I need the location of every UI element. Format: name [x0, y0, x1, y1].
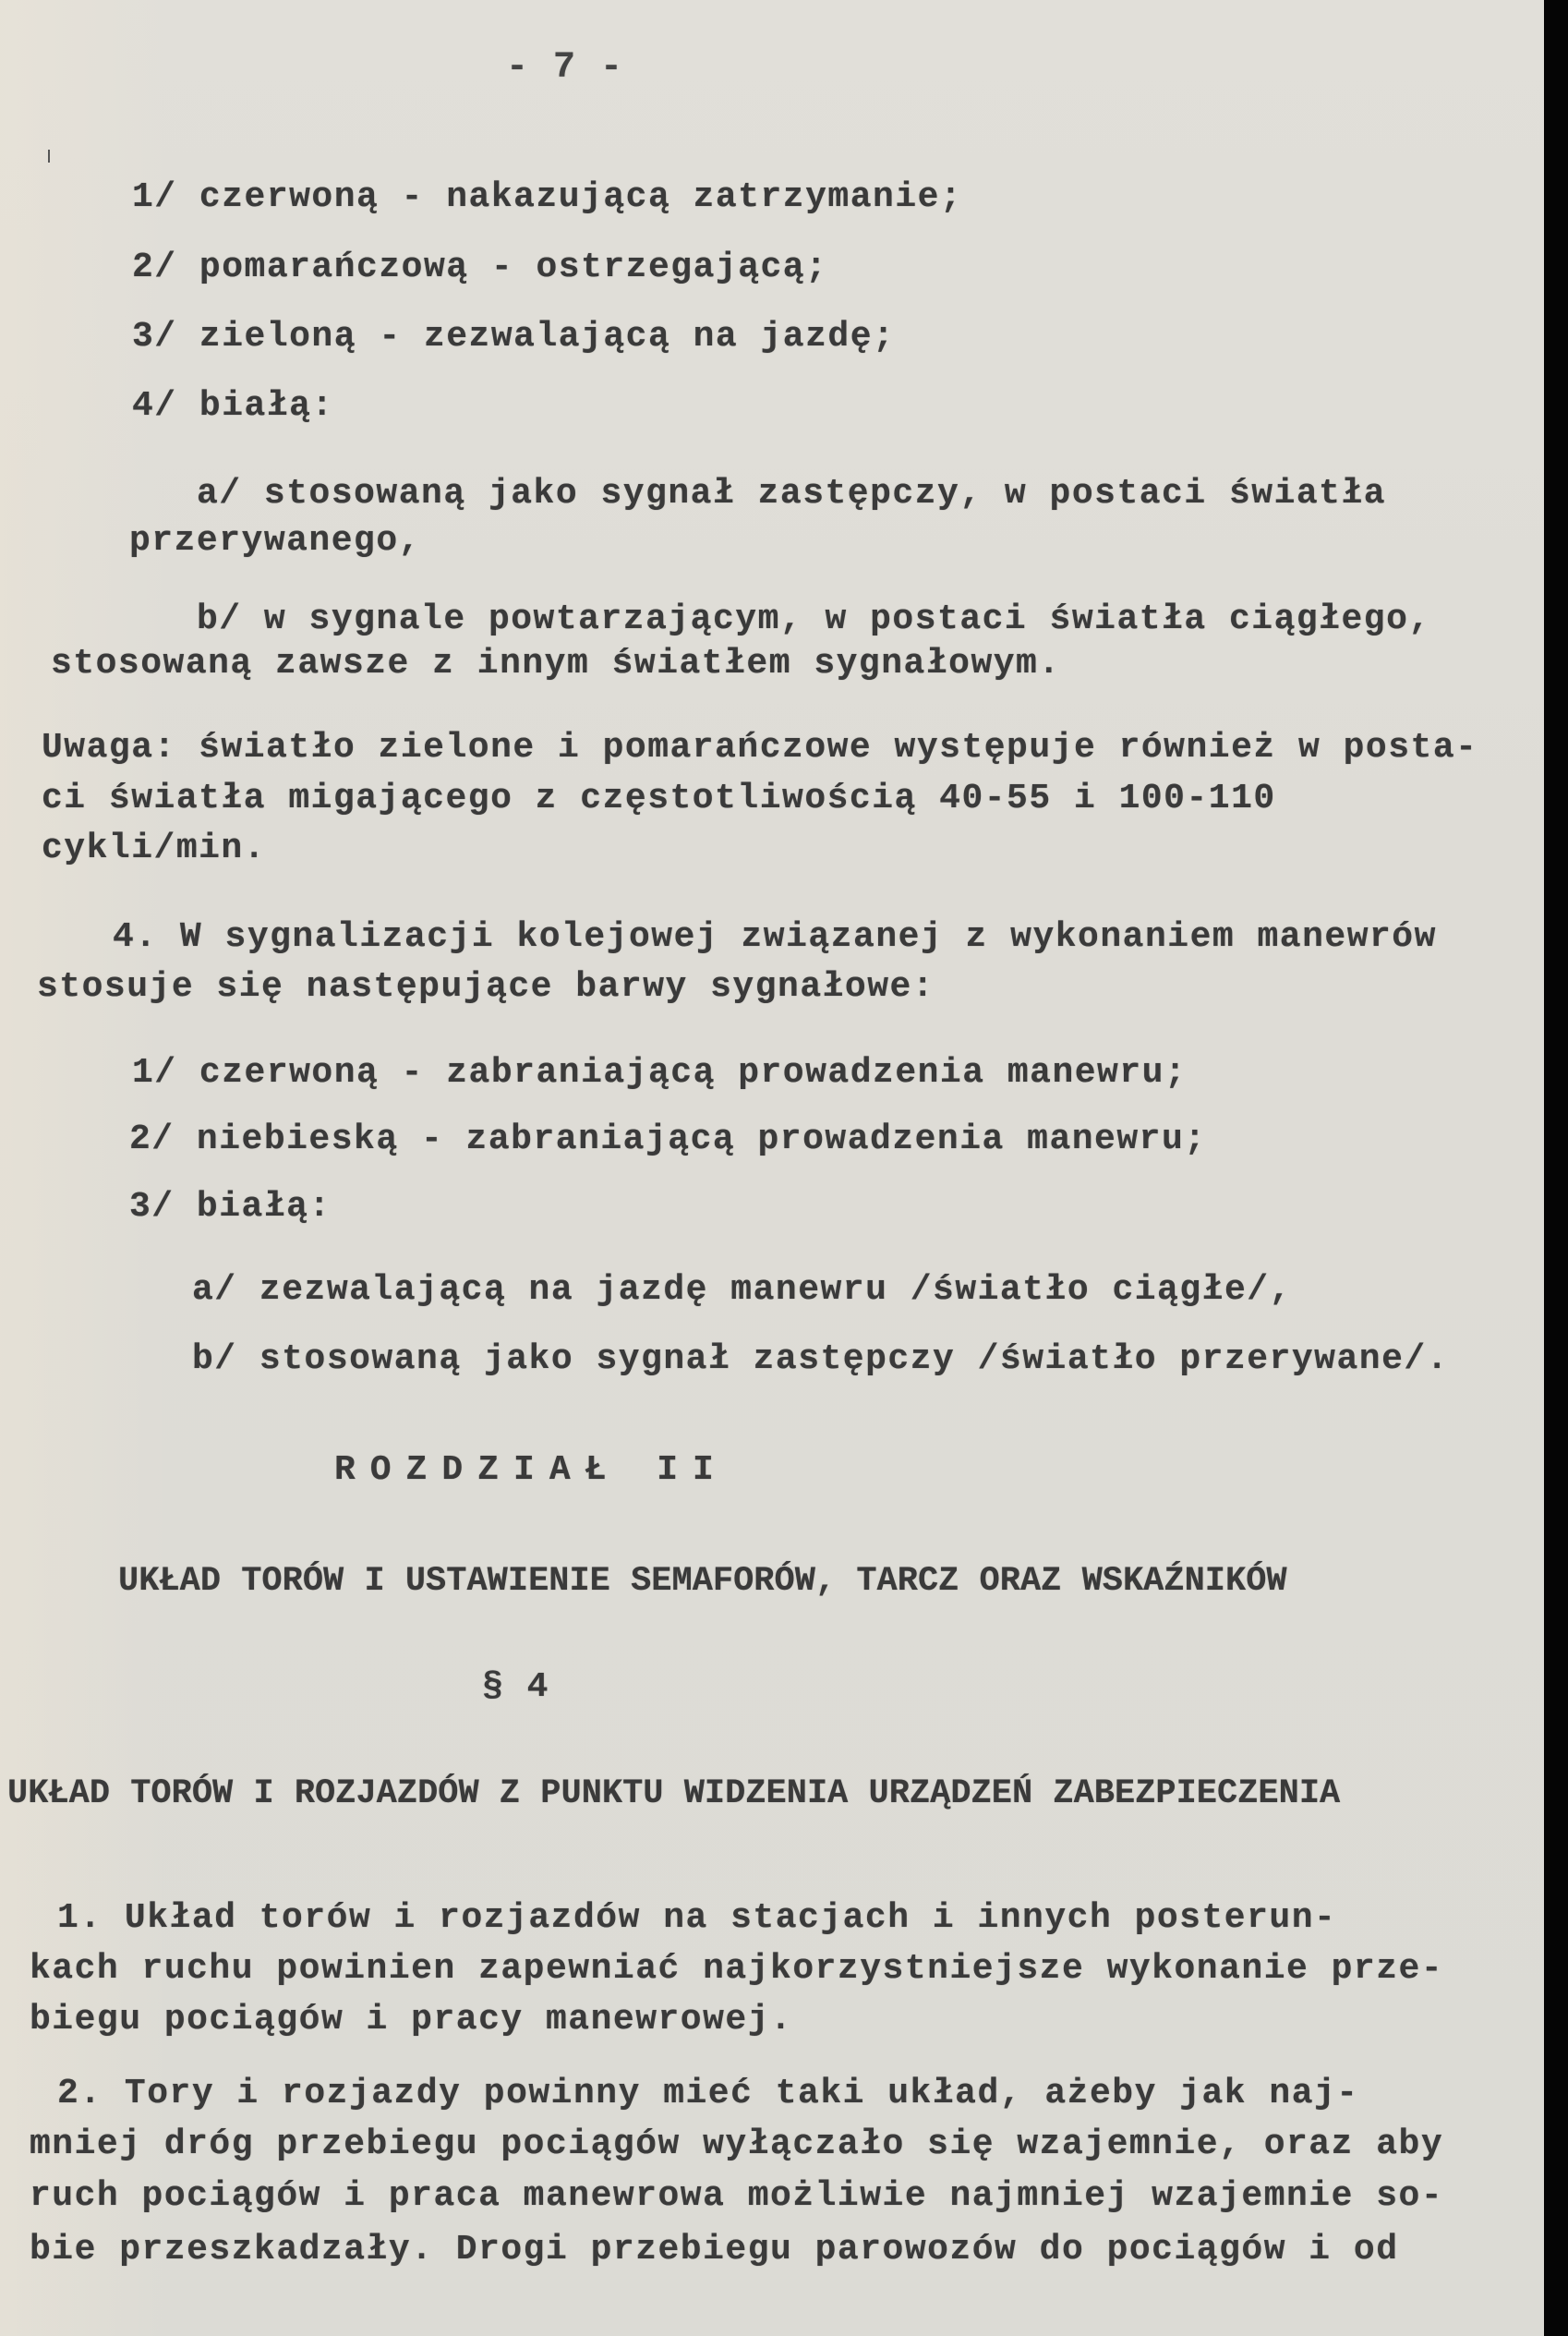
- paragraph-line: stosuje się następujące barwy sygnałowe:: [37, 967, 935, 1007]
- note-line: Uwaga: światło zielone i pomarańczowe występuje również w posta-: [42, 728, 1478, 768]
- list-item: 1/ czerwoną - zabraniającą prowadzenia manewru;: [132, 1053, 1188, 1093]
- sub-item-a: a/ zezwalającą na jazdę manewru /światło ciągłe/,: [192, 1270, 1292, 1310]
- note-line: ci światła migającego z częstotliwością 40-55 i 100-110: [42, 779, 1276, 818]
- scan-edge: [1544, 0, 1568, 2336]
- paragraph-line: 4. W sygnalizacji kolejowej związanej z wykonaniem manewrów: [113, 917, 1437, 957]
- chapter-title: UKŁAD TORÓW I USTAWIENIE SEMAFORÓW, TARCZ ORAZ WSKAŹNIKÓW: [118, 1562, 1287, 1601]
- stray-mark: [48, 150, 50, 163]
- list-item: 2/ pomarańczową - ostrzegającą;: [132, 248, 828, 287]
- list-item: 4/ białą:: [132, 386, 334, 426]
- paragraph-line: biegu pociągów i pracy manewrowej.: [30, 2000, 793, 2039]
- sub-item-a: a/ stosowaną jako sygnał zastępczy, w postaci światła: [197, 474, 1387, 514]
- paragraph-line: 1. Układ torów i rozjazdów na stacjach i innych posterun-: [57, 1898, 1337, 1938]
- section-label: § 4: [482, 1667, 549, 1707]
- list-item: 3/ białą:: [129, 1187, 332, 1227]
- sub-item-b: b/ stosowaną jako sygnał zastępczy /światło przerywane/.: [192, 1339, 1450, 1379]
- section-title: UKŁAD TORÓW I ROZJAZDÓW Z PUNKTU WIDZENIA URZĄDZEŃ ZABEZPIECZENIA: [7, 1774, 1341, 1813]
- sub-item-a-cont: przerywanego,: [129, 521, 421, 561]
- list-item: 1/ czerwoną - nakazującą zatrzymanie;: [132, 177, 963, 217]
- note-line: cykli/min.: [42, 829, 267, 868]
- list-item: 3/ zieloną - zezwalającą na jazdę;: [132, 317, 896, 357]
- sub-item-b-cont: stosowaną zawsze z innym światłem sygnałowym.: [51, 644, 1061, 684]
- paragraph-line: kach ruchu powinien zapewniać najkorzystniejsze wykonanie prze-: [30, 1949, 1444, 1989]
- paragraph-line: 2. Tory i rozjazdy powinny mieć taki układ, ażeby jak naj-: [57, 2074, 1359, 2113]
- paragraph-line: ruch pociągów i praca manewrowa możliwie najmniej wzajemnie so-: [30, 2176, 1444, 2216]
- paragraph-line: bie przeszkadzały. Drogi przebiegu parowozów do pociągów i od: [30, 2230, 1399, 2269]
- list-item: 2/ niebieską - zabraniającą prowadzenia manewru;: [129, 1120, 1207, 1159]
- sub-item-b: b/ w sygnale powtarzającym, w postaci światła ciągłego,: [197, 599, 1431, 639]
- paragraph-line: mniej dróg przebiegu pociągów wyłączało się wzajemnie, oraz aby: [30, 2124, 1444, 2164]
- page-number: - 7 -: [506, 47, 624, 89]
- chapter-label: ROZDZIAŁ II: [334, 1450, 729, 1490]
